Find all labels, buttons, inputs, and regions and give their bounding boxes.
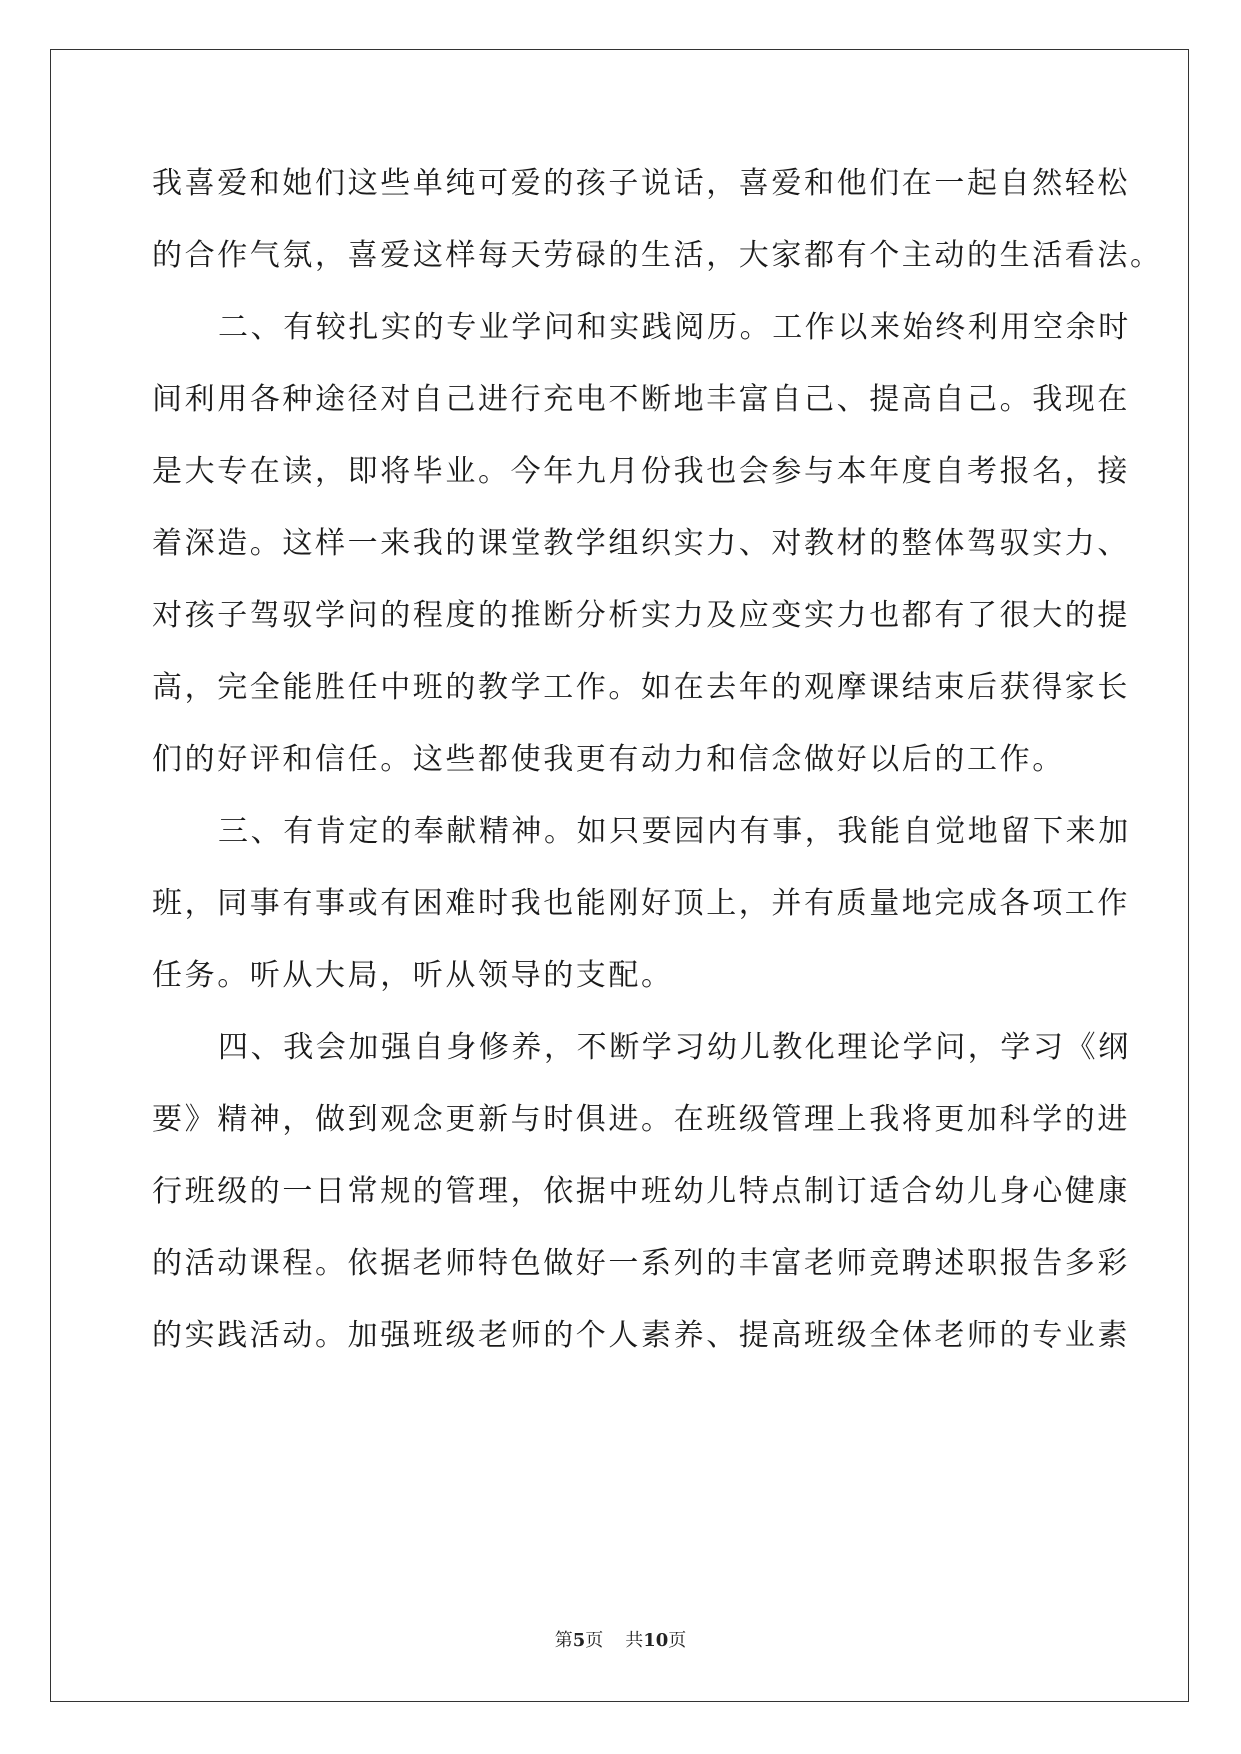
paragraph-start-line: 三、有肯定的奉献精神。如只要园内有事，我能自觉地留下来加 (218, 814, 1131, 849)
page-label-suffix: 页 (585, 1630, 604, 1651)
text-line: 的活动课程。依据老师特色做好一系列的丰富老师竞聘述职报告多彩 (152, 1246, 1130, 1281)
text-line: 是大专在读，即将毕业。今年九月份我也会参与本年度自考报名，接 (152, 454, 1130, 489)
text-line: 对孩子驾驭学问的程度的推断分析实力及应变实力也都有了很大的提 (152, 598, 1130, 633)
page-number: 5 (572, 1630, 586, 1651)
paragraph-start-line: 二、有较扎实的专业学问和实践阅历。工作以来始终利用空余时 (218, 310, 1131, 345)
page-border (50, 49, 1189, 1702)
text-line: 们的好评和信任。这些都使我更有动力和信念做好以后的工作。 (152, 742, 1065, 777)
text-line: 间利用各种途径对自己进行充电不断地丰富自己、提高自己。我现在 (152, 382, 1130, 417)
text-line: 高，完全能胜任中班的教学工作。如在去年的观摩课结束后获得家长 (152, 670, 1130, 705)
text-line: 的实践活动。加强班级老师的个人素养、提高班级全体老师的专业素 (152, 1318, 1130, 1353)
text-line: 行班级的一日常规的管理，依据中班幼儿特点制订适合幼儿身心健康 (152, 1174, 1130, 1209)
text-line: 我喜爱和她们这些单纯可爱的孩子说话，喜爱和他们在一起自然轻松 (152, 166, 1130, 201)
page-label-prefix: 第 (554, 1630, 573, 1651)
text-line: 的合作气氛，喜爱这样每天劳碌的生活，大家都有个主动的生活看法。 (152, 238, 1163, 273)
text-line: 要》精神，做到观念更新与时俱进。在班级管理上我将更加科学的进 (152, 1102, 1130, 1137)
total-label-prefix: 共 (625, 1630, 644, 1651)
page-footer (0, 1626, 1241, 1652)
text-line: 着深造。这样一来我的课堂教学组织实力、对教材的整体驾驭实力、 (152, 526, 1130, 561)
total-pages: 10 (643, 1630, 669, 1651)
text-line: 班，同事有事或有困难时我也能刚好顶上，并有质量地完成各项工作 (152, 886, 1130, 921)
total-label-suffix: 页 (668, 1630, 687, 1651)
paragraph-start-line: 四、我会加强自身修养，不断学习幼儿教化理论学问，学习《纲 (218, 1030, 1131, 1065)
text-line: 任务。听从大局，听从领导的支配。 (152, 958, 674, 993)
